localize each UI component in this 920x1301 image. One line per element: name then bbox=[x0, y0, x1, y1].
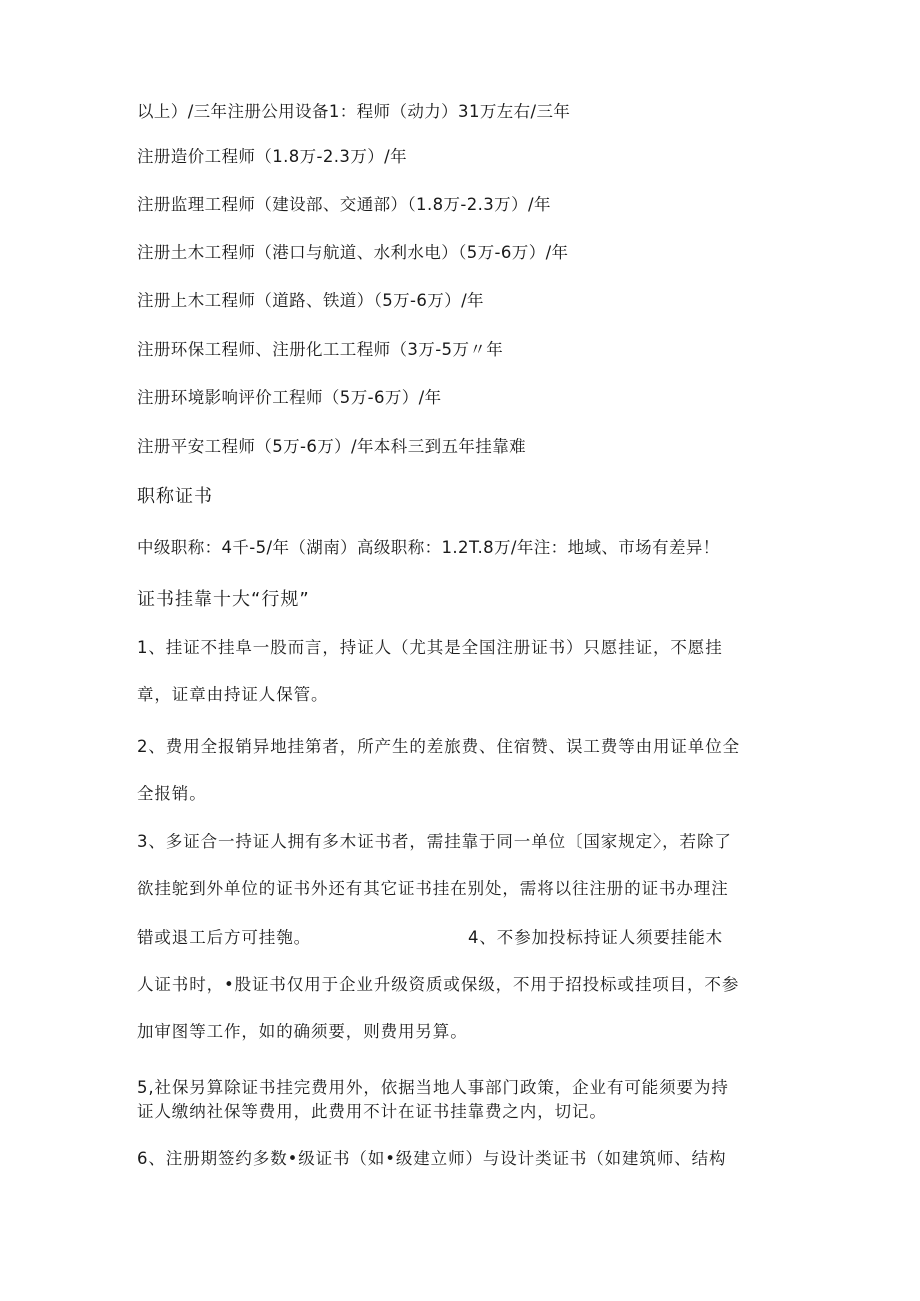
rule-line-11: 5,社保另算除证书挂完费用外，依据当地人事部门政策，企业有可能须要为持 bbox=[137, 1078, 729, 1097]
rule-line-12: 证人缴纳社保等费用，此费用不计在证书挂靠费之内，切记。 bbox=[137, 1102, 607, 1121]
salary-line-6: 注册环保工程师、注册化工工程师（3万-5万〃年 bbox=[137, 340, 504, 359]
salary-line-3: 注册监理工程师（建设部、交通部）（1.8万-2.3万）/年 bbox=[137, 195, 551, 214]
rule-line-7: 错或退工后方可挂匏。 bbox=[137, 928, 311, 947]
rule-line-6: 欲挂鸵到外单位的证书外还有其它证书挂在别处，需将以往注册的证书办理注 bbox=[137, 879, 729, 898]
salary-line-1: 以上）/三年注册公用设备1：程师（动力）31万左右/三年 bbox=[137, 102, 571, 121]
rule-line-9: 人证书时，•股证书仅用于企业升级资质或保级，不用于招投标或挂项目，不参 bbox=[137, 975, 740, 994]
salary-line-5: 注册上木工程师（道路、铁道）（5万-6万）/年 bbox=[137, 291, 484, 310]
salary-line-4: 注册土木工程师（港口与航道、水利水电）（5万-6万）/年 bbox=[137, 243, 569, 262]
title-certificate-text: 中级职称：4千-5/年（湖南）高级职称：1.2T.8万/年注：地域、市场有差异！ bbox=[137, 538, 720, 557]
section-heading-title-certificates: 职称证书 bbox=[137, 486, 213, 507]
rule-line-4: 全报销。 bbox=[137, 784, 207, 803]
salary-line-8: 注册平安工程师（5万-6万）/年本科三到五年挂靠难 bbox=[137, 437, 527, 456]
rule-line-2: 章，证章由持证人保管。 bbox=[137, 685, 329, 704]
rule-line-3: 2、费用全报销异地挂第者，所产生的差旅费、住宿赞、误工费等由用证单位全 bbox=[137, 737, 740, 756]
salary-line-7: 注册环境影响评价工程师（5万-6万）/年 bbox=[137, 388, 442, 407]
rule-line-10: 加审图等工作，如的确须要，则费用另算。 bbox=[137, 1022, 468, 1041]
rule-line-8: 4、不参加投标持证人须要挂能木 bbox=[468, 928, 723, 947]
rule-line-5: 3、多证合一持证人拥有多木证书者，需挂靠于同一单位〔国家规定〉，若除了 bbox=[137, 832, 732, 851]
section-heading-rules: 证书挂靠十大“行规” bbox=[137, 589, 310, 610]
rule-line-13: 6、注册期签约多数•级证书（如•级建立师）与设计类证书（如建筑师、结构 bbox=[137, 1149, 727, 1168]
salary-line-2: 注册造价工程师（1.8万-2.3万）/年 bbox=[137, 147, 407, 166]
rule-line-1: 1、挂证不挂阜一股而言，持证人（尤其是全国注册证书）只愿挂证，不愿挂 bbox=[137, 638, 723, 657]
